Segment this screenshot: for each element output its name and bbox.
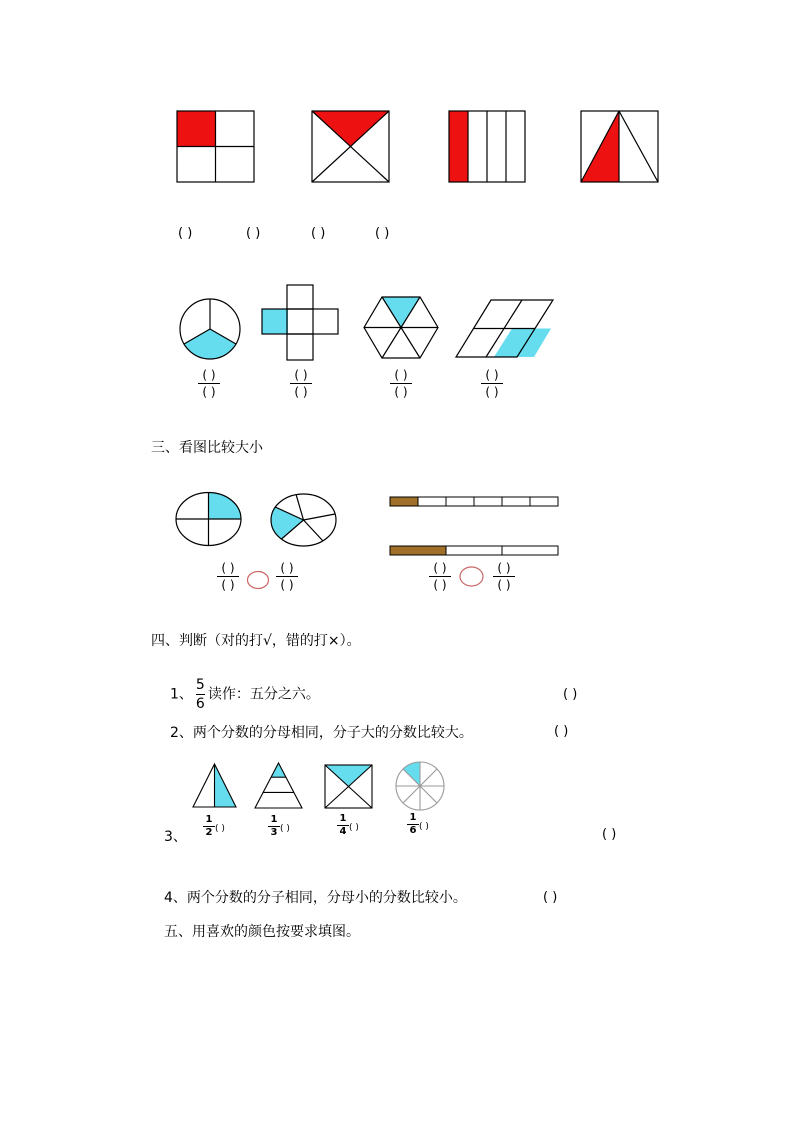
ellipse-quarters [175, 491, 243, 549]
red-square-quarter [176, 110, 256, 184]
section3-heading: 三、看图比较大小 [151, 440, 263, 456]
square-diagonals-small [324, 764, 374, 810]
compare-circle-1[interactable] [246, 570, 270, 590]
circle-thirds [178, 297, 242, 361]
triangle-layers [254, 762, 304, 810]
judge-item-1: 1、 $\frac{5}{6}$ 读作：五分之六。 [170, 677, 320, 712]
red-square-triangles [580, 110, 660, 184]
judge-item-4: 4、两个分数的分子相同，分母小的分数比较小。 [164, 890, 467, 906]
judge-blank-4[interactable]: ( ) [543, 890, 558, 905]
cube-net [261, 284, 341, 362]
fraction-blank-circle[interactable]: ( ) ( ) [196, 369, 222, 398]
section4-heading: 四、判断（对的打√，错的打×）。 [151, 633, 361, 649]
bar-thirds [389, 545, 561, 557]
answer-blank-4[interactable]: ( ) [375, 226, 390, 241]
compare-blank-left-1[interactable]: ( ) ( ) [215, 562, 241, 591]
item3-blank-1[interactable]: ( ) [215, 824, 225, 834]
judge-blank-2[interactable]: ( ) [554, 724, 569, 739]
judge-blank-1[interactable]: ( ) [563, 687, 578, 702]
answer-blank-2[interactable]: ( ) [246, 226, 261, 241]
judge-item-3-prefix: 3、 [164, 829, 187, 845]
fraction-blank-parallelogram[interactable]: ( ) ( ) [479, 369, 505, 398]
ellipse-fifths [270, 492, 338, 550]
item3-blank-4[interactable]: ( ) [419, 822, 429, 832]
answer-blank-3[interactable]: ( ) [311, 226, 326, 241]
compare-blank-right-2[interactable]: ( ) ( ) [491, 562, 517, 591]
judge-blank-3[interactable]: ( ) [602, 827, 617, 842]
red-square-diagonals [311, 110, 391, 184]
compare-blank-right-1[interactable]: ( ) ( ) [274, 562, 300, 591]
red-square-strips [448, 110, 528, 184]
item3-blank-2[interactable]: ( ) [280, 824, 290, 834]
fraction-blank-hexagon[interactable]: ( ) ( ) [388, 369, 414, 398]
section5-heading: 五、用喜欢的颜色按要求填图。 [164, 924, 360, 940]
fraction-five-sixths: $\frac{5}{6}$ [195, 677, 205, 712]
hexagon-sixths [363, 296, 439, 360]
circle-eighths [393, 760, 449, 812]
fraction-blank-net[interactable]: ( ) ( ) [288, 369, 314, 398]
compare-blank-left-2[interactable]: ( ) ( ) [427, 562, 453, 591]
answer-blank-1[interactable]: ( ) [178, 226, 193, 241]
parallelogram-quarters [455, 299, 555, 359]
bar-sixths [389, 496, 561, 508]
compare-circle-2[interactable] [458, 566, 486, 588]
item3-blank-3[interactable]: ( ) [349, 823, 359, 833]
judge-item-2: 2、两个分数的分母相同，分子大的分数比较大。 [170, 725, 473, 741]
triangle-halves [192, 763, 238, 809]
